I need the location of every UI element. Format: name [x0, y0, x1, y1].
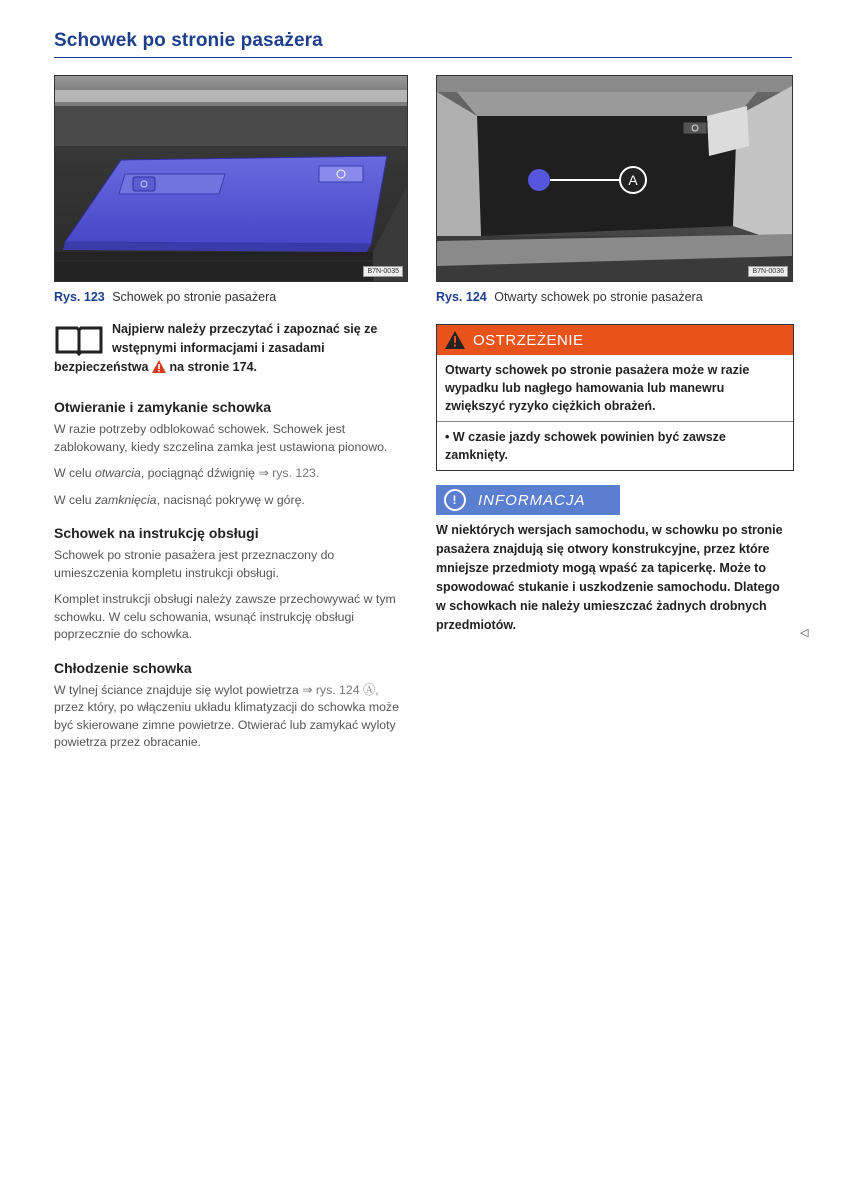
figure-code: B7N-0036 [748, 266, 788, 277]
paragraph: W razie potrzeby odblokować schowek. Schowek jest zablokowany, kiedy szczelina zamka jest ustawiona pionowo. [54, 422, 388, 454]
warning-text: Otwarty schowek po stronie pasażera może w razie wypadku lub nagłego hamowania lub manewru zwiększyć ryzyko ciężkich obrażeń. [445, 363, 750, 413]
page-title: Schowek po stronie pasażera [54, 30, 323, 51]
section-end-icon: ◁ [800, 627, 809, 639]
section-heading-cooling: Chłodzenie schowka [54, 659, 192, 676]
intro-note-text: Najpierw należy przeczytać i zapoznać się ze wstępnymi informacjami i zasadami bezpieczeństwa [54, 322, 378, 374]
info-text: W niektórych wersjach samochodu, w schowku po stronie pasażera znajdują się otwory konstrukcyjne, przez które mniejsze przedmioty mogą wpaść za tapicerkę. Może to spowodować stukanie i uszkodzenie samochodu. Dlatego w schowkach nie należy umieszczać żadnych drobnych przedmiotów. [436, 523, 783, 632]
paragraph [54, 492, 410, 510]
info-icon: ! [444, 489, 466, 511]
paragraph [54, 465, 410, 483]
figure-glovebox-open [436, 75, 793, 282]
title-divider [54, 57, 792, 58]
warning-bullet: • W czasie jazdy schowek powinien być zawsze zamknięty. [445, 430, 726, 462]
caption-text: Schowek po stronie pasażera [112, 290, 277, 304]
emphasis-text: otwarcia [95, 466, 141, 480]
warning-box [436, 324, 794, 471]
warning-title: OSTRZEŻENIE [473, 331, 584, 349]
emphasis-text: zamknięcia [95, 492, 157, 507]
paragraph: Schowek po stronie pasażera jest przeznaczony do umieszczenia kompletu instrukcji obsługi. [54, 548, 335, 580]
text-fragment: przez który, po włączeniu układu klimatyzacji do schowka może być skierowane zimne powietrze. Otwierać lub zamykać wyloty powietrza przez obracanie. [54, 700, 399, 749]
book-icon [54, 322, 104, 356]
warning-triangle-icon [152, 360, 166, 373]
info-title: INFORMACJA [478, 491, 586, 509]
text-fragment: , pociągnąć dźwignię [140, 466, 255, 480]
paragraph [54, 682, 410, 752]
section-heading-opening: Otwieranie i zamykanie schowka [54, 399, 272, 415]
warning-triangle-icon [445, 331, 465, 349]
intro-note-page-ref: na stronie 174. [169, 360, 257, 374]
figure-caption [54, 290, 276, 304]
callout-label: A [628, 172, 638, 188]
glovebox-closed-illustration [55, 76, 407, 281]
figure-glovebox-closed [54, 75, 408, 282]
caption-text: Otwarty schowek po stronie pasażera [494, 290, 703, 304]
info-header [436, 485, 620, 515]
figure-reference-link[interactable]: ⇒ rys. 124 Ⓐ, [302, 682, 379, 697]
warning-header [437, 325, 793, 355]
text-fragment: , nacisnąć pokrywę w górę. [156, 492, 305, 507]
text-fragment: W celu [54, 492, 92, 507]
right-column [436, 324, 792, 635]
text-fragment: W celu [54, 466, 92, 480]
intro-note [54, 320, 410, 377]
air-vent-highlight [528, 169, 550, 191]
warning-body [437, 355, 793, 470]
figure-code: B7N-0035 [363, 266, 403, 277]
glovebox-open-illustration [437, 76, 792, 281]
paragraph: Komplet instrukcji obsługi należy zawsze przechowywać w tym schowku. W celu schowania, wsunąć instrukcję obsługi poprzecznie do schowka. [54, 592, 396, 641]
figure-reference-link[interactable]: ⇒ rys. 123. [258, 466, 320, 480]
section-heading-manual-storage: Schowek na instrukcję obsługi [54, 525, 259, 541]
divider [437, 421, 793, 422]
caption-number: Rys. 124 [436, 290, 487, 304]
caption-number: Rys. 123 [54, 290, 105, 304]
figure-caption [436, 290, 703, 304]
text-fragment: W tylnej ściance znajduje się wylot powietrza [54, 682, 299, 697]
left-column [54, 320, 410, 761]
